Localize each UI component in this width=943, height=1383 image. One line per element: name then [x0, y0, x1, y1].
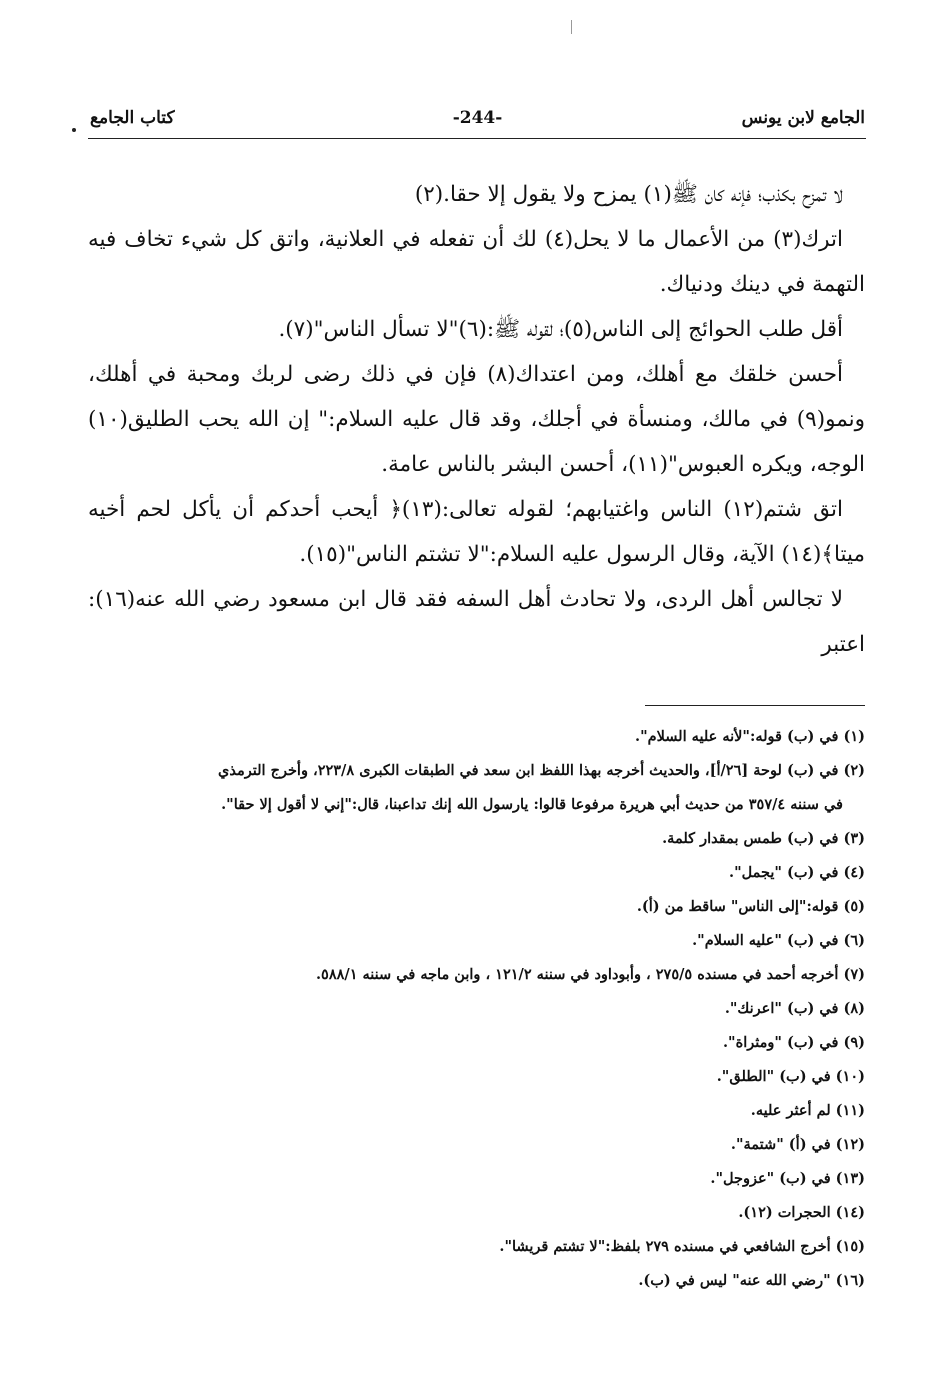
- footnote: (٣) في (ب) طمس بمقدار كلمة.: [662, 830, 865, 847]
- footnote: (١) في (ب) قوله:"لأنه عليه السلام".: [635, 728, 865, 745]
- header-book-title: الجامع لابن يونس: [741, 108, 865, 128]
- footnote: (٢) في (ب) لوحة [٢٦/أ]، والحديث أخرجه بهذا اللفظ ابن سعد في الطبقات الكبرى ٢٢٣/٨، وأخرج الترمذي: [218, 762, 865, 779]
- scan-dot: [72, 128, 76, 132]
- header-rule: [88, 138, 866, 139]
- footnote: (١٤) الحجرات (١٢).: [738, 1204, 865, 1221]
- footnote: (١٣) في (ب) "عزوجل".: [710, 1170, 865, 1187]
- footnote: (١٢) في (أ) "شتمة".: [730, 1136, 865, 1153]
- footnote: (٦) في (ب) "عليه السلام".: [692, 932, 865, 949]
- footnote: (٤) في (ب) "يجمل".: [729, 864, 865, 881]
- paragraph: اترك(٣) من الأعمال ما لا يحل(٤) لك أن تفعله في العلانية، واتق كل شيء تخاف فيه التهمة في دينك ودنياك.: [88, 227, 865, 297]
- footnote: (١٥) أخرج الشافعي في مسنده ٢٧٩ بلفظ:"لا تشتم قريشا".: [499, 1238, 865, 1255]
- footnote-separator: [645, 705, 865, 706]
- paragraph: لا تمزح بكذب؛ فإنه كان ﷺ(١) يمزح ولا يقول إلا حقا.(٢): [414, 182, 843, 207]
- paragraph: لا تجالس أهل الردى، ولا تحادث أهل السفه فقد قال ابن مسعود رضي الله عنه(١٦): اعتبر: [88, 587, 865, 657]
- footnote: (١٦) "رضي الله عنه" ليس في (ب).: [638, 1272, 865, 1289]
- footnote: (٨) في (ب) "اعرنك".: [724, 1000, 865, 1017]
- page-number: -244-: [452, 108, 503, 128]
- footnote: (٧) أخرجه أحمد في مسنده ٢٧٥/٥ ، وأبوداود في سننه ١٢١/٢ ، وابن ماجه في سننه ٥٨٨/١.: [315, 966, 865, 983]
- footnote: (٩) في (ب) "ومثراة".: [723, 1034, 865, 1051]
- scan-mark: [571, 20, 572, 34]
- footnote: (١٠) في (ب) "الطلق".: [716, 1068, 865, 1085]
- footnote-continuation: في سننه ٣٥٧/٤ من حديث أبي هريرة مرفوعا قالوا: يارسول الله إنك تداعبنا، قال:"إني لا أقول إلا حقا".: [221, 796, 843, 813]
- paragraph: أحسن خلقك مع أهلك، ومن اعتداك(٨) فإن في ذلك رضى لربك ومحبة في أهلك، ونمو(٩) في مالك، ومنسأة في أجلك، وقد قال عليه السلام:" إن الله يحب الطليق(١٠) الوجه، ويكره العبوس"(١١)، أحسن البشر بالناس عامة.: [88, 362, 865, 477]
- footnotes: [70, 720, 865, 1298]
- main-text: [88, 172, 865, 667]
- footnote: (٥) قوله:"إلى الناس" ساقط من (أ).: [636, 898, 865, 915]
- footnote: (١١) لم أعثر عليه.: [750, 1102, 865, 1119]
- paragraph: أقل طلب الحوائج إلى الناس(٥)؛ لقوله ﷺ:(٦)"لا تسأل الناس"(٧).: [278, 317, 843, 342]
- header-chapter-title: كتاب الجامع: [90, 108, 175, 128]
- paragraph: اتق شتم(١٢) الناس واغتيابهم؛ لقوله تعالى:(١٣)﴿ أيحب أحدكم أن يأكل لحم أخيه ميتا﴾(١٤) الآية، وقال الرسول عليه السلام:"لا تشتم الناس"(١٥).: [88, 497, 865, 567]
